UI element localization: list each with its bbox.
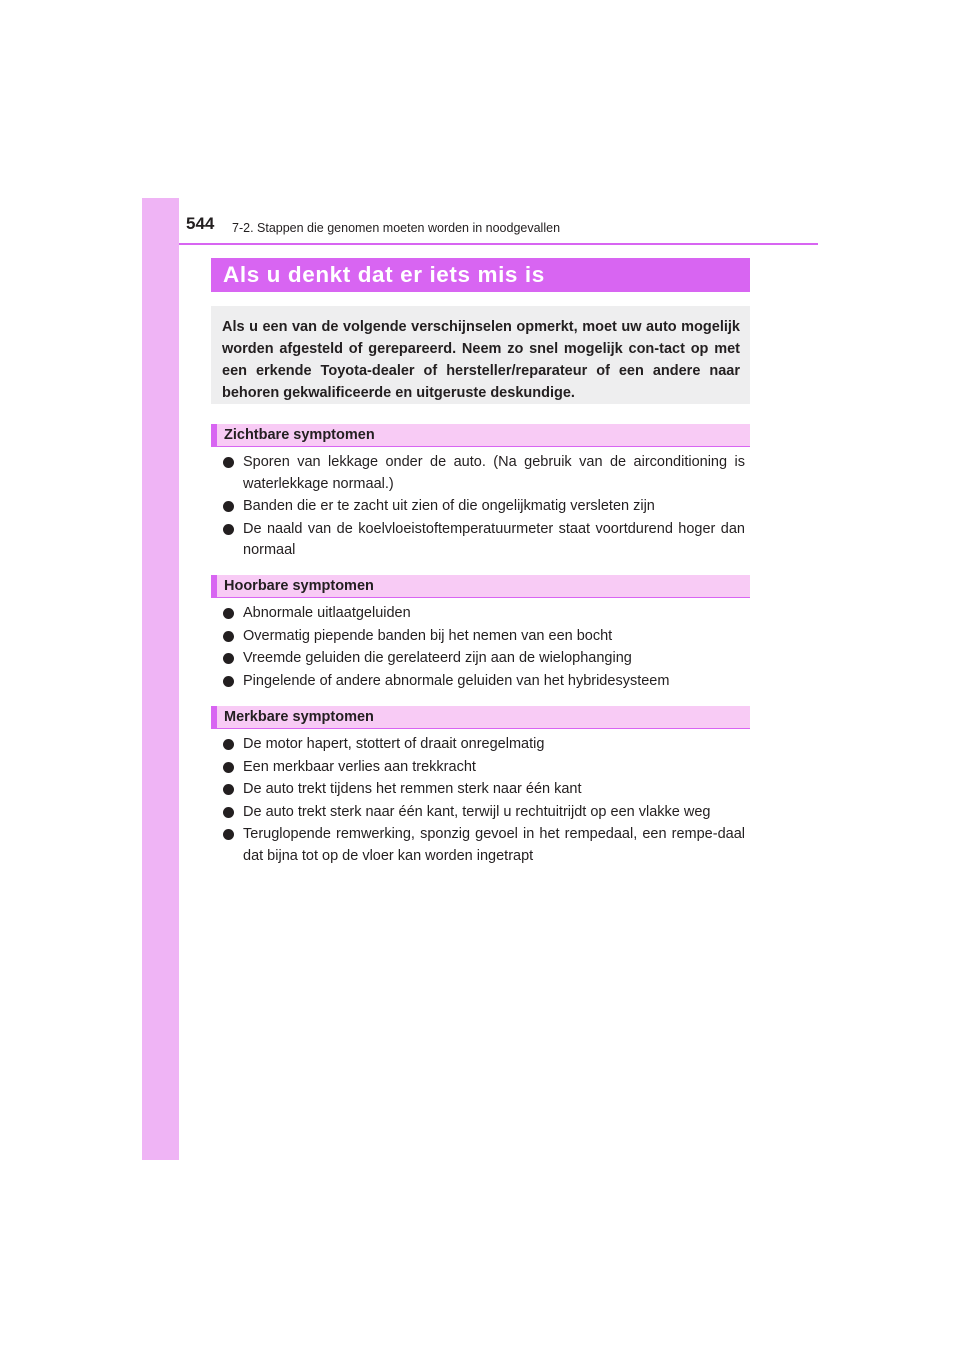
list-item: De motor hapert, stottert of draait onregelmatig	[223, 734, 745, 756]
bullet-icon	[223, 524, 234, 535]
header-rule	[179, 243, 818, 245]
list-item: Pingelende of andere abnormale geluiden van het hybridesysteem	[223, 671, 745, 693]
bullet-icon	[223, 676, 234, 687]
section-header-noticeable	[211, 706, 750, 729]
bullet-icon	[223, 829, 234, 840]
section-header-audible	[211, 575, 750, 598]
list-item: Sporen van lekkage onder de auto. (Na gebruik van de airconditioning is waterlekkage normaal.)	[223, 452, 745, 495]
bullet-icon	[223, 762, 234, 773]
section-heading: Merkbare symptomen	[224, 709, 374, 725]
intro-text: Als u een van de volgende verschijnselen opmerkt, moet uw auto mogelijk worden afgesteld of gerepareerd. Neem zo snel mogelijk con-tact op met een erkende Toyota-dealer of hersteller/reparateur of een andere naar behoren gekwalificeerde en uitgeruste deskundige.	[222, 319, 740, 401]
list-item: De auto trekt sterk naar één kant, terwijl u rechtuitrijdt op een vlakke weg	[223, 802, 745, 824]
section-heading: Zichtbare symptomen	[224, 427, 375, 443]
side-tab	[142, 198, 179, 1160]
list-item: De auto trekt tijdens het remmen sterk naar één kant	[223, 779, 745, 801]
bullet-icon	[223, 807, 234, 818]
bullet-icon	[223, 653, 234, 664]
bullet-icon	[223, 631, 234, 642]
bullet-icon	[223, 608, 234, 619]
running-head: 7-2. Stappen die genomen moeten worden in noodgevallen	[232, 221, 561, 235]
list-item: Teruglopende remwerking, sponzig gevoel in het rempedaal, een rempe-daal dat bijna tot op de vloer kan worden ingetrapt	[223, 824, 745, 867]
page-number: 544	[186, 214, 215, 233]
list-item: Banden die er te zacht uit zien of die ongelijkmatig versleten zijn	[223, 496, 745, 518]
list-item: Abnormale uitlaatgeluiden	[223, 603, 745, 625]
intro-box	[211, 306, 750, 404]
bullet-icon	[223, 501, 234, 512]
list-item: De naald van de koelvloeistoftemperatuurmeter staat voortdurend hoger dan normaal	[223, 519, 745, 562]
bullet-icon	[223, 784, 234, 795]
list-item: Vreemde geluiden die gerelateerd zijn aan de wielophanging	[223, 648, 745, 670]
section-header-visible	[211, 424, 750, 447]
list-item: Een merkbaar verlies aan trekkracht	[223, 757, 745, 779]
page-title	[211, 258, 750, 292]
section-heading: Hoorbare symptomen	[224, 578, 374, 594]
bullet-list-visible	[223, 452, 745, 563]
bullet-list-audible	[223, 603, 745, 693]
list-item: Overmatig piepende banden bij het nemen van een bocht	[223, 626, 745, 648]
bullet-list-noticeable	[223, 734, 745, 868]
bullet-icon	[223, 457, 234, 468]
page-title-text: Als u denkt dat er iets mis is	[223, 262, 545, 287]
bullet-icon	[223, 739, 234, 750]
